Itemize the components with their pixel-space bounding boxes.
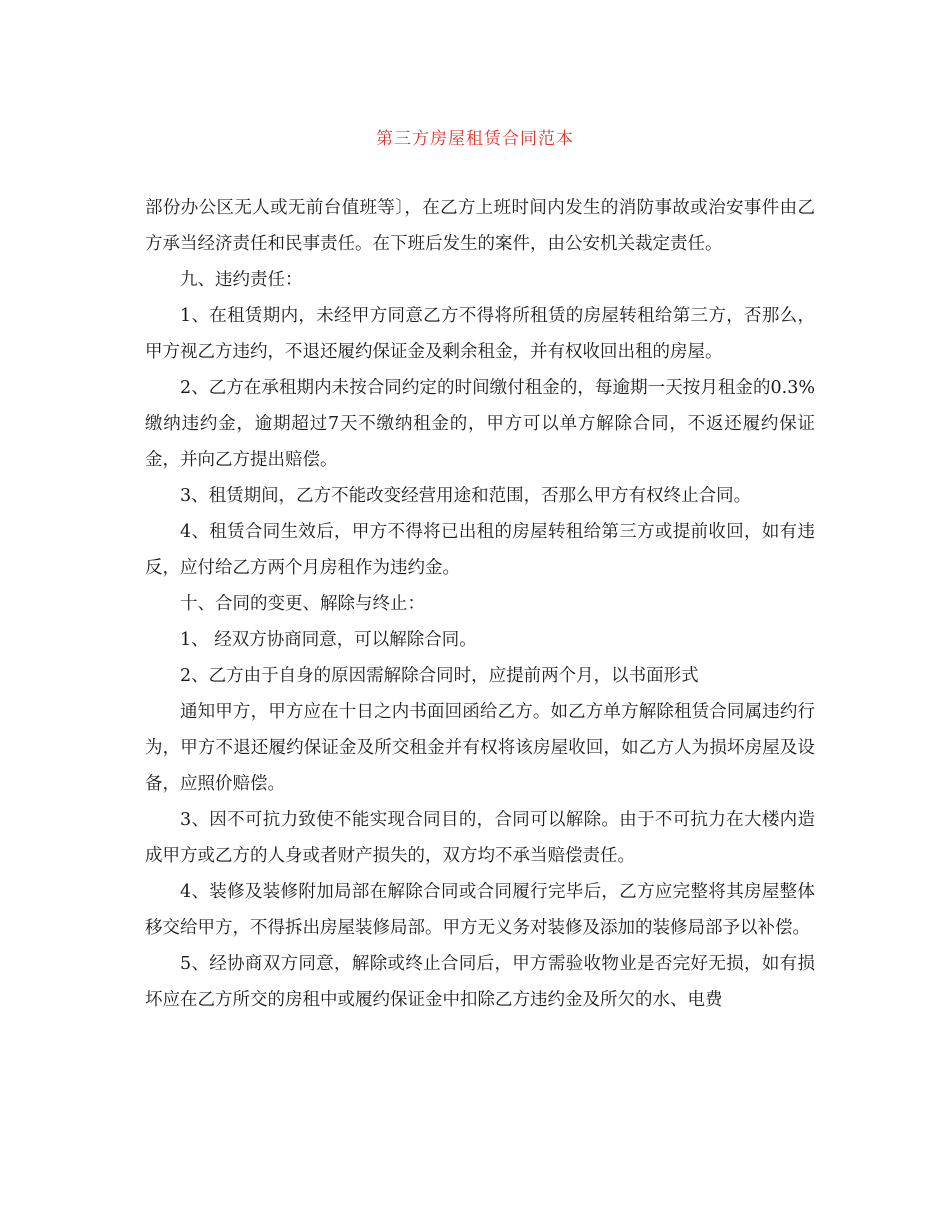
paragraph-termination-5: 5、经协商双方同意，解除或终止合同后，甲方需验收物业是否完好无损，如有损坏应在乙方所交的房租中或履约保证金中扣除乙方违约金及所欠的水、电费 [145, 954, 815, 1010]
paragraph-breach-2: 2、乙方在承租期内未按合同约定的时间缴付租金的，每逾期一天按月租金的0.3%缴纳违约金，逾期超过7天不缴纳租金的，甲方可以单方解除合同，不返还履约保证金，并向乙方提出赔偿。 [145, 378, 815, 470]
paragraph-breach-4: 4、租赁合同生效后，甲方不得将已出租的房屋转租给第三方或提前收回，如有违反，应付给乙方两个月房租作为违约金。 [145, 522, 815, 578]
section-heading-termination: 十、合同的变更、解除与终止： [180, 594, 425, 614]
paragraph-termination-2: 2、乙方由于自身的原因需解除合同时，应提前两个月，以书面形式 [180, 666, 699, 686]
paragraph-termination-2-cont: 通知甲方，甲方应在十日之内书面回函给乙方。如乙方单方解除租赁合同属违约行为，甲方不退还履约保证金及所交租金并有权将该房屋收回，如乙方人为损坏房屋及设备，应照价赔偿。 [145, 702, 815, 794]
document-title: 第三方房屋租赁合同范本 [376, 129, 574, 149]
paragraph-termination-4: 4、装修及装修附加局部在解除合同或合同履行完毕后，乙方应完整将其房屋整体移交给甲方，不得拆出房屋装修局部。甲方无义务对装修及添加的装修局部予以补偿。 [145, 882, 815, 938]
paragraph-breach-1: 1、在租赁期内，未经甲方同意乙方不得将所租赁的房屋转租给第三方，否那么，甲方视乙方违约，不退还履约保证金及剩余租金，并有权收回出租的房屋。 [145, 306, 815, 362]
paragraph-termination-3: 3、因不可抗力致使不能实现合同目的，合同可以解除。由于不可抗力在大楼内造成甲方或乙方的人身或者财产损失的，双方均不承当赔偿责任。 [145, 810, 815, 866]
paragraph-breach-3: 3、租赁期间，乙方不能改变经营用途和范围，否那么甲方有权终止合同。 [180, 486, 752, 506]
paragraph-1: 部份办公区无人或无前台值班等〕，在乙方上班时间内发生的消防事故或治安事件由乙方承当经济责任和民事责任。在下班后发生的案件，由公安机关裁定责任。 [145, 198, 815, 254]
paragraph-termination-1: 1、 经双方协商同意，可以解除合同。 [180, 630, 477, 650]
document-body [145, 190, 815, 1018]
section-heading-breach: 九、违约责任： [180, 270, 303, 290]
